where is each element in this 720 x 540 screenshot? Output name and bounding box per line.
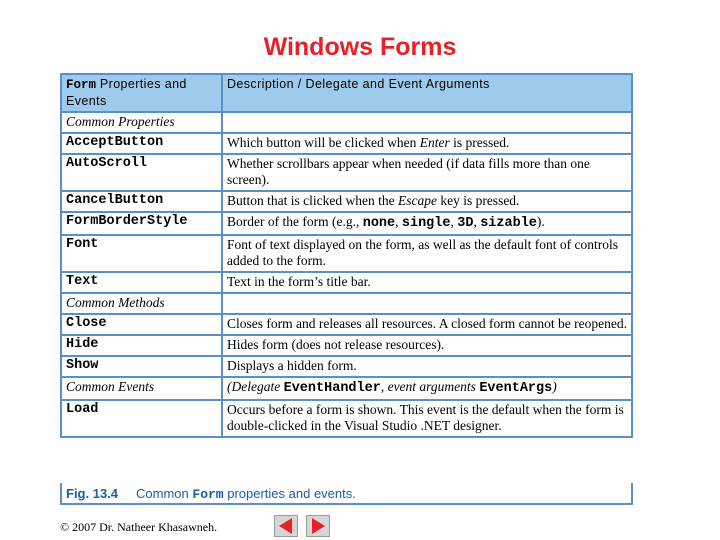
- events-delegate-description: (Delegate EventHandler, event arguments EventArgs): [222, 377, 632, 400]
- table-row: [61, 154, 632, 191]
- row-description: Occurs before a form is shown. This event is the default when the form is double-clicked in the Visual Studio .NET designer.: [222, 400, 632, 437]
- header-col1-text: Properties and Events: [66, 77, 187, 108]
- row-name: FormBorderStyle: [61, 212, 222, 235]
- properties-table: [60, 73, 633, 438]
- header-col1-code: Form: [66, 78, 97, 92]
- previous-slide-button[interactable]: [274, 515, 298, 537]
- table-row: [61, 335, 632, 356]
- next-slide-button[interactable]: [306, 515, 330, 537]
- row-name: AcceptButton: [61, 133, 222, 154]
- row-description: Text in the form’s title bar.: [222, 272, 632, 293]
- section-row-properties: [61, 112, 632, 133]
- row-name: Text: [61, 272, 222, 293]
- row-name: Load: [61, 400, 222, 437]
- row-name: AutoScroll: [61, 154, 222, 191]
- header-col1: [61, 74, 222, 112]
- section-row-events: [61, 377, 632, 400]
- table-row: [61, 133, 632, 154]
- row-name: CancelButton: [61, 191, 222, 212]
- table-header-row: [61, 74, 632, 112]
- table-row: [61, 212, 632, 235]
- row-description: Font of text displayed on the form, as well as the default font of controls added to the form.: [222, 235, 632, 272]
- table-row: [61, 400, 632, 437]
- section-label: Common Properties: [61, 112, 222, 133]
- copyright-footer: © 2007 Dr. Natheer Khasawneh.: [60, 520, 218, 534]
- figure-number: Fig. 13.4: [66, 486, 119, 501]
- table-row: [61, 314, 632, 335]
- row-name: Hide: [61, 335, 222, 356]
- row-description: Whether scrollbars appear when needed (if data fills more than one screen).: [222, 154, 632, 191]
- section-label: Common Methods: [61, 293, 222, 314]
- table-row: [61, 235, 632, 272]
- row-description: Hides form (does not release resources).: [222, 335, 632, 356]
- row-description: Closes form and releases all resources. A closed form cannot be reopened.: [222, 314, 632, 335]
- table-row: [61, 272, 632, 293]
- table-row: [61, 191, 632, 212]
- arrow-right-icon: [307, 516, 329, 536]
- table-row: [61, 356, 632, 377]
- row-description: Button that is clicked when the Escape key is pressed.: [222, 191, 632, 212]
- row-name: Font: [61, 235, 222, 272]
- slide-title: Windows Forms: [263, 33, 457, 61]
- row-name: Show: [61, 356, 222, 377]
- row-description: Border of the form (e.g., none, single, 3D, sizable).: [222, 212, 632, 235]
- section-label: Common Events: [61, 377, 222, 400]
- header-col2: Description / Delegate and Event Arguments: [222, 74, 632, 112]
- row-name: Close: [61, 314, 222, 335]
- figure-caption: Fig. 13.4 Common Form properties and events.: [60, 483, 633, 505]
- section-row-methods: [61, 293, 632, 314]
- row-description: Displays a hidden form.: [222, 356, 632, 377]
- row-description: Which button will be clicked when Enter is pressed.: [222, 133, 632, 154]
- arrow-left-icon: [275, 516, 297, 536]
